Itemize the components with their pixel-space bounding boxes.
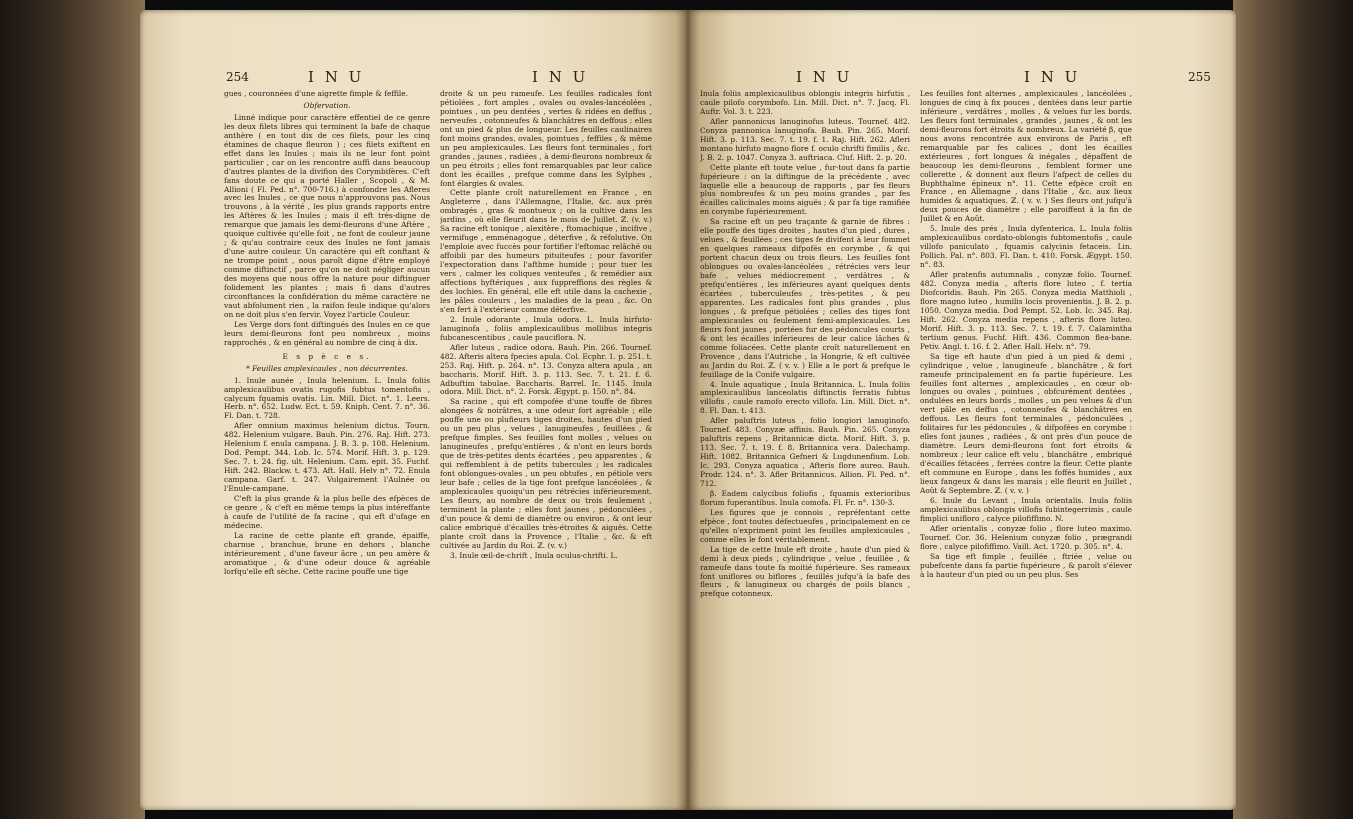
paragraph: 3. Inule œil-de-chrift , Inula oculus-chrifti. L. — [450, 550, 618, 560]
paragraph: Afler orientalis , conyzæ folio , flore luteo maximo. Tournef. Cor. 36. Helenium conyzæ folio , prægrandi flore , calyce pilofiffimo. Vaill. Act. 1720. p. 305. n°. 4. — [920, 523, 1132, 551]
paragraph: 6. Inule du Levant , Inula orientalis. Inula foliis amplexicaulibus oblongis villofis fubintegerrimis , caule fimplici unifloro , calyce pilofiffimo. N. — [920, 495, 1132, 523]
paragraph: Obfervation. — [303, 100, 351, 110]
paragraph: C'eft la plus grande & la plus belle des efpèces de ce genre , & c'eft en même temps la plus intéreffante à caufe de l'utilité de fa racine , qui eft d'ufage en médecine. — [224, 493, 430, 530]
right-running-head-a: I N U — [796, 68, 853, 86]
paragraph: Afler paluftris luteus , folio longiori lanuginofo. Tournef. 483. Conyzæ affinis. Bauh. Pin. 265. Conyza paluftris repens , Britannicæ dicta. Morif. Hift. 3. p. 113. Sec. 7. t. 19. f. 8. Britannica vera. Dalechamp. Hift. 1082. Britannica Gefneri & Lugdunenfium. Lob. Ic. 293. Conyza aquatica , Afteris flore aureo. Bauh. Prodr. 124. n°. 3. Afler Britannicus. Allion. Fl. Ped. n°. 712. — [700, 416, 910, 488]
right-column-1 — [700, 90, 910, 810]
paragraph: Les Verge dors font diftingués des Inules en ce que leurs demi-fleurons font peu nombreux , moins rapprochés , & en général au nombre de cinq à dix. — [224, 319, 430, 347]
paragraph: gues , couronnées d'une aigrette fimple & feffile. — [224, 90, 409, 98]
paragraph: Afler pratenfis autumnalis , conyzæ folio. Tournef. 482. Conyza media , afteris flore luteo , f. tertia Diofcoridis. Bauh. Pin 265. Conyza media Matthioli , flore magno luteo , humilis locis provenientis. J. B. 2. p. 1050. Conyza media. Dod Pempt. 52. Lob. Ic. 345. Raj. Hift. 262. Conyza media repens , afteris flore luteo. Morif. Hift. 3. p. 113. Sec. 7. t. 19. f. 7. Calamintha tertium genus. Fuchf. Hift. 436. Common flea-bane. Petiv. Angl. t. 16. f. 2. Afler. Hall. Helv. n°. 79. — [920, 270, 1132, 351]
paragraph: Sa racine , qui eft compofée d'une touffe de fibres alongées & noirâtres, a une odeur fort agréable ; elle pouffe une ou plufieurs tiges droites, hautes d'un pied ou un peu plus , velues , lanugineufes , feuillées , & prefque fimples. Ses feuilles font molles , velues ou lanugineufes , prefqu'entières , & n'ont en leurs bords que de très-petites dents écartées , peu apparentes , & qui reffemblent à de petits tubercules ; les radicales font oblongues-ovales , un peu obtufes , en pétiole vers leur bafe ; celles de la tige font prefque lancéolées , & amplexicaules quoiqu'un peu rétrécies inférieurement. Les fleurs, au nombre de deux ou trois feulement , terminent la plante ; elles font jaunes , pédonculées , d'un pouce & demi de diamètre ou environ , & ont leur calice embriqué d'écailles très-étroites & aiguës. Cette plante croît dans la Provence , l'Italie , &c. & eft cultivée au Jardin du Roi. ℤ. (v. v.) — [440, 397, 652, 550]
paragraph: Cette plante croît naturellement en France , en Angleterre , dans l'Allemagne, l'Italie, &c. aux prés ombragés , gras & montueux ; on la cultive dans les jardins , où elle fleurit dans le mois de Juillet. ℤ. (v. v.) Sa racine eft tonique , alexitère , ftomachique , incifive , vermifuge , emménagogue , déterfive , & réfolutive. On l'emploie avec fuccès pour fortifier l'eftomac relâché ou affoibli par des humeurs pituiteufes ; pour favorifer l'expectoration dans l'afthme humide ; pour tuer les vers , calmer les coliques venteufes , & remédier aux affections hyftériques , aux fuppreffions des règles & des lochies. En général, elle eft utile dans la cachexie , les pâles couleurs , les maladies de la peau , &c. On s'en fert à l'extérieur comme déterfive. — [440, 188, 652, 314]
left-running-head-a: I N U — [308, 68, 365, 86]
left-page-number: 254 — [226, 70, 249, 84]
paragraph: 4. Inule aquatique , Inula Britannica. L. Inula foliis amplexicaulibus lanceolatis diftinctis ferratis fubtus villofis , caule ramofo erecto villofo. Lin. Mill. Dict. n°. 8. Fl. Dan. t. 413. — [700, 379, 910, 416]
right-running-head-b: I N U — [1024, 68, 1081, 86]
paragraph: Sa tige eft haute d'un pied à un pied & demi , cylindrique , velue , lanugineufe , blanchâtre , & fort rameufe principalement en fa partie fupérieure. Les feuilles font alternes , amplexicaules , en cœur ob-longues ou ovales , pointues , obfcurément dentées , ondulées en leurs bords , molles , un peu velues & d'un vert pâle en deffus , cotonneufes & blanchâtres en deffous. Les fleurs font terminales , pédonculées , folitaires fur les pédoncules , & difpofées en corymbe : elles font jaunes , radiées , & ont près d'un pouce de diamètre. Leurs demi-fleurons font fort étroits & nombreux ; leur calice eft velu , blanchâtre , embriqué d'écailles fétacées , ferrées contre la fleur. Cette plante eft commune en Europe , dans les foffés humides , aux lieux fangeux & dans les marais ; elle fleurit en Juillet , Août & Septembre. ℤ. ( v. v. ) — [920, 351, 1132, 495]
paragraph: 2. Inule odorante , Inula odora. L. Inula hirfuto-lanuginofa , foliis amplexicaulibus mollibus integris fubcanescentibus , caule pauciflora. N. — [440, 314, 652, 342]
paragraph: 1. Inule aunée , Inula helenium. L. Inula foliis amplexicaulibus ovatis rugofis fubtus tomentofis , calycum fquamis ovatis. Lin. Mill. Dict. n°. 1. Leers. Herb. n°. 652. Ludw. Ect. t. 59. Kniph. Cent. 7. n°. 36. Fl. Dan. t. 728. — [224, 375, 430, 421]
left-column-1 — [224, 90, 430, 810]
paragraph: Les figures que je connois , repréfentant cette efpèce , font toutes défectueufes , principalement en ce qu'elles n'expriment point les feuilles amplexicaules , comme elles le font véritablement. — [700, 507, 910, 544]
paragraph: droite & un peu rameufe. Les feuilles radicales font pétiolées , fort amples , ovales ou ovales-lancéolées , pointues , un peu dentées , vertes & ridées en deffus , nerveufes , cotonneufes & blanchâtres en deffous ; elles ont un pied & plus de longueur. Les feuilles caulinaires font moins grandes, ovales, pointues , feffiles , & même un peu amplexicaules. Les fleurs font terminales , fort grandes , jaunes , radiées , à demi-fleurons nombreux & un peu étroits ; elles font remarquables par leur calice dont les écailles , prefque comme dans les Sylphes , font élargies & ovales. — [440, 90, 652, 188]
paragraph: Sa tige eft fimple , feuillée , ftriée , velue ou pubefcente dans fa partie fupérieure , & paroît s'élever à la hauteur d'un pied ou un peu plus. Ses — [920, 551, 1132, 579]
right-page — [688, 10, 1236, 810]
paragraph: E s p è c e s. — [282, 351, 372, 361]
paragraph: 5. Inule des prés , Inula dyfenterica. L. Inula foliis amplexicaulibus cordato-oblongis fubtomentofis , caule villofo paniculato , fquamis calycinis fetaceis. Lin. Pollich. Pal. n°. 803. Fl. Dan. t. 410. Forsk. Ægypt. 150. n°. 83. — [920, 224, 1132, 270]
paragraph: Inula foliis amplexicaulibus oblongis integris hirfutis , caule pilofo corymbofo. Lin. Mill. Dict. n°. 7. Jacq. Fl. Auftr. Vol. 3. t. 223. — [700, 90, 910, 116]
left-column-2 — [440, 90, 652, 810]
left-running-head-b: I N U — [532, 68, 589, 86]
book-cover-left — [0, 0, 145, 819]
paragraph: * Feuilles amplexicaules , non décurrentes. — [246, 363, 408, 373]
paragraph: Linné indique pour caractère effentiel de ce genre les deux filets libres qui terminent la bafe de chaque anthère ( en tout dix de ces filets, pour les cinq étamines de chaque fleuron ) ; ces filets exiftent en effet dans les Inules ; mais ils ne leur font point particulier , car on les rencontre auffi dans beaucoup d'autres plantes de la divifion des Corymbifères. C'eft fans doute ce qui a porté Haller , Scopoli , & M. Allioni ( Fl. Ped. n°. 700-716.) à confondre les Afleres avec les Inules , ce que nous n'approuvons pas. Nous trouvons , à la vérité , les plus grands rapports entre les Aftères & les Inules ; mais il eft très-digne de remarque que jamais les demi-fleurons d'une Aftère , quoique cultivée qu'elle foit , ne font de couleur jaune ; & qu'au contraire ceux des Inules ne font jamais d'une autre couleur. Un caractère qui eft conftant & ne trompe point , nous paroît digne d'être employé comme diftinctif , parce qu'on ne doit négliger aucun des moyens que nous offre la nature pour diftinguer folidement les plantes ; mais fi dans d'autres circonftances la confidération du même caractère ne vaut abfolument rien , la raifon feule indique qu'alors on ne doit plus s'en fervir. Voyez l'article Couleur. — [224, 112, 430, 319]
paragraph: La tige de cette Inule eft droite , haute d'un pied & demi à deux pieds , cylindrique , velue , feuillée , & rameufe dans toute fa moitié fupérieure. Ses rameaux font uniflores ou biflores , feuillés jufqu'à la bafe des fleurs , & lanugineux ou chargés de poils blancs , prefque cotonneux. — [700, 544, 910, 599]
paragraph: Afler pannonicus lanuginofus luteus. Tournef. 482. Conyza pannonica lanuginofa. Bauh. Pin. 265. Morif. Hift. 3. p. 113. Sec. 7. t. 19. f. 1. Raj. Hift. 262. Afleri montano hirfuto magno flore f. oculo chrifti fimilis , &c. J. B. 2. p. 1047. Conyza 3. auftriaca. Cluf. Hift. 2. p. 20. — [700, 116, 910, 162]
right-column-2 — [920, 90, 1132, 810]
paragraph: Sa racine eft un peu traçante & garnie de fibres : elle pouffe des tiges droites , hautes d'un pied , dures , velues , & feuillées ; ces tiges fe divifent à leur fommet en quelques rameaux difpofés en corymbe , & qui portent chacun deux ou trois fleurs. Les feuilles font oblongues ou ovales-lancéolées , rétrécies vers leur bafe , velues médiocrement , verdâtres , & prefqu'entières , les inférieures ayant quelques dents écartées , tuberculeufes , très-petites , & peu apparentes. Les radicales font plus grandes , plus longues , & prefque pétiolées ; celles des tiges font amplexicaules ou feulement femi-amplexicaules. Les fleurs font jaunes , portées fur des pédoncules courts , & ont les écailles inférieures de leur calice lâches & comme foliacées. Cette plante croît naturellement en Provence , dans l'Autriche , la Hongrie, & eft cultivée au Jardin du Roi. ℤ. ( v. v. ) Elle a le port & prefque le feuillage de la Conife vulgaire. — [700, 217, 910, 379]
paragraph: Cette plante eft toute velue , fur-tout dans fa partie fupérieure : on la diftingue de la précédente , avec laquelle elle a beaucoup de rapports , par fes fleurs plus nombreufes & un peu moins grandes , par fes écailles calicinales moins aiguës ; & par fa tige ramifiée en corymbe fupérieurement. — [700, 162, 910, 217]
book-cover-right — [1233, 0, 1353, 819]
right-page-number: 255 — [1188, 70, 1211, 84]
paragraph: La racine de cette plante eft grande, épaiffe, charnue , branchue, brune en dehors , blanche intérieurement , d'une faveur âcre , un peu amère & aromatique , & d'une odeur douce & agréable lorfqu'elle eft sèche. Cette racine pouffe une tige — [224, 530, 430, 576]
paragraph: Afler omnium maximus helenium dictus. Tourn. 482. Helenium vulgare. Bauh. Pin. 276. Raj. Hift. 273. Helenium f. enula campana. J. B. 3. p. 108. Helenium. Dod. Pempt. 344. Lob. Ic. 574. Morif. Hift. 3. p. 129. Sec. 7. t. 24. fig. ult. Helenium. Cam. epit. 35. Fuchf. Hift. 242. Blackw. t. 473. Aft. Hall. Helv n°. 72. Enula campana. Garf. t. 247. Vulgairement l'Aulnée ou l'Enule-campane. — [224, 421, 430, 494]
paragraph: Afler luteus , radice odora. Bauh. Pin. 266. Tournef. 482. Afteris altera fpecies apula. Col. Ecphr. 1. p. 251. t. 253. Raj. Hift. p. 264. n°. 13. Conyza altera apula , an baccharis. Morif. Hift. 3. p. 113. Sec. 7. t. 21. f. 6. Adbuftim tabulae. Baccharis. Barrel. Ic. 1145. Inula odora. Mill. Dict. n°. 2. Forsk. Ægypt. p. 150. n°. 84. — [440, 342, 652, 397]
paragraph: Les feuilles font alternes , amplexicaules , lancéolées , longues de cinq à fix pouces , dentées dans leur partie inférieure , verdâtres , molles , & velues fur les bords. Les fleurs font terminales , grandes , jaunes , & ont les demi-fleurons fort étroits & nombreux. La variété β, que nous avons rencontrée aux environs de Paris , eft remarquable par fes calices , dont les écailles extérieures , fort longues & inégales , dépaffent de beaucoup les demi-fleurons , femblent former une collerette , & donnent aux fleurs l'afpect de celles du Buphthalme épineux n°. 11. Cette efpèce croît en France , en Allemagne , dans l'Italie , &c. aux lieux humides & aquatiques. ℤ. ( v. v. ) Ses fleurs ont jufqu'à deux pouces de diamètre ; elle paroiffent à la fin de Juillet & en Août. — [920, 90, 1132, 224]
left-page — [140, 10, 688, 810]
paragraph: β. Eadem calycibus foliofis , fquamis exterioribus florum fuperantibus. Inula comofa. Fl. Fr. n°. 130-3. — [700, 488, 910, 507]
